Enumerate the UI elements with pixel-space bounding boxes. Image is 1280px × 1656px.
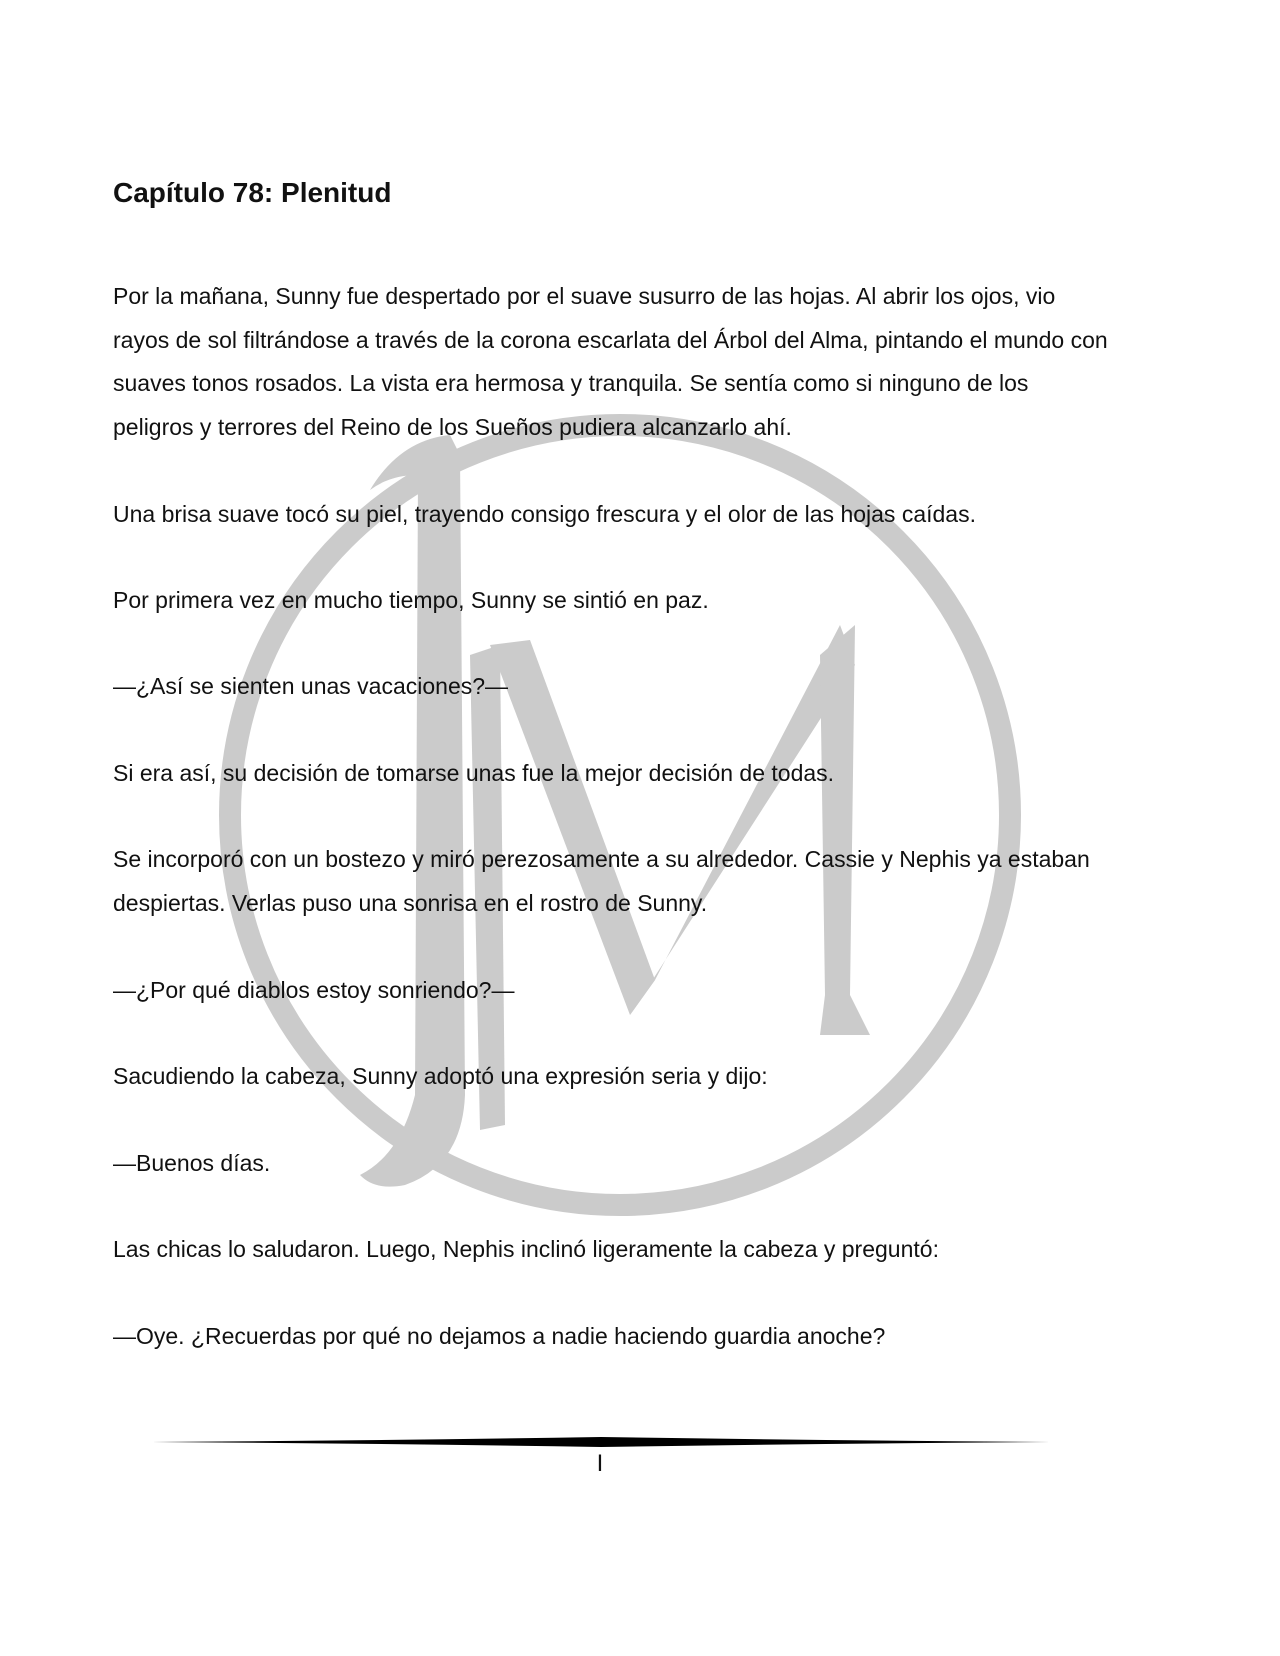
footer-divider <box>152 1436 1050 1448</box>
paragraph: Sacudiendo la cabeza, Sunny adoptó una expresión seria y dijo: <box>113 1063 768 1089</box>
paragraph: Por la mañana, Sunny fue despertado por el suave susurro de las hojas. Al abrir los ojos, vio rayos de sol filtrándose a través de la corona escarlata del Árbol del Alma, pintando el mundo con suaves tonos rosados. La vista era hermosa y tranquila. Se sentía como si ninguno de los peligros y terrores del Reino de los Sueños pudiera alcanzarlo ahí. <box>113 283 1108 440</box>
chapter-title: Capítulo 78: Plenitud <box>113 177 392 208</box>
paragraph: Las chicas lo saludaron. Luego, Nephis inclinó ligeramente la cabeza y preguntó: <box>113 1236 939 1262</box>
paragraph: Una brisa suave tocó su piel, trayendo consigo frescura y el olor de las hojas caídas. <box>113 501 976 527</box>
paragraph: —¿Por qué diablos estoy sonriendo?— <box>113 977 515 1003</box>
paragraph: —Buenos días. <box>113 1150 271 1176</box>
paragraph: Si era así, su decisión de tomarse unas fue la mejor decisión de todas. <box>113 760 835 786</box>
paragraph: Se incorporó con un bostezo y miró perezosamente a su alrededor. Cassie y Nephis ya estaban despiertas. Verlas puso una sonrisa en el rostro de Sunny. <box>113 846 1090 916</box>
paragraph: Por primera vez en mucho tiempo, Sunny se sintió en paz. <box>113 587 709 613</box>
paragraph: —Oye. ¿Recuerdas por qué no dejamos a nadie haciendo guardia anoche? <box>113 1323 886 1349</box>
page-number: I <box>596 1450 604 1477</box>
paragraph: —¿Así se sienten unas vacaciones?— <box>113 673 509 699</box>
